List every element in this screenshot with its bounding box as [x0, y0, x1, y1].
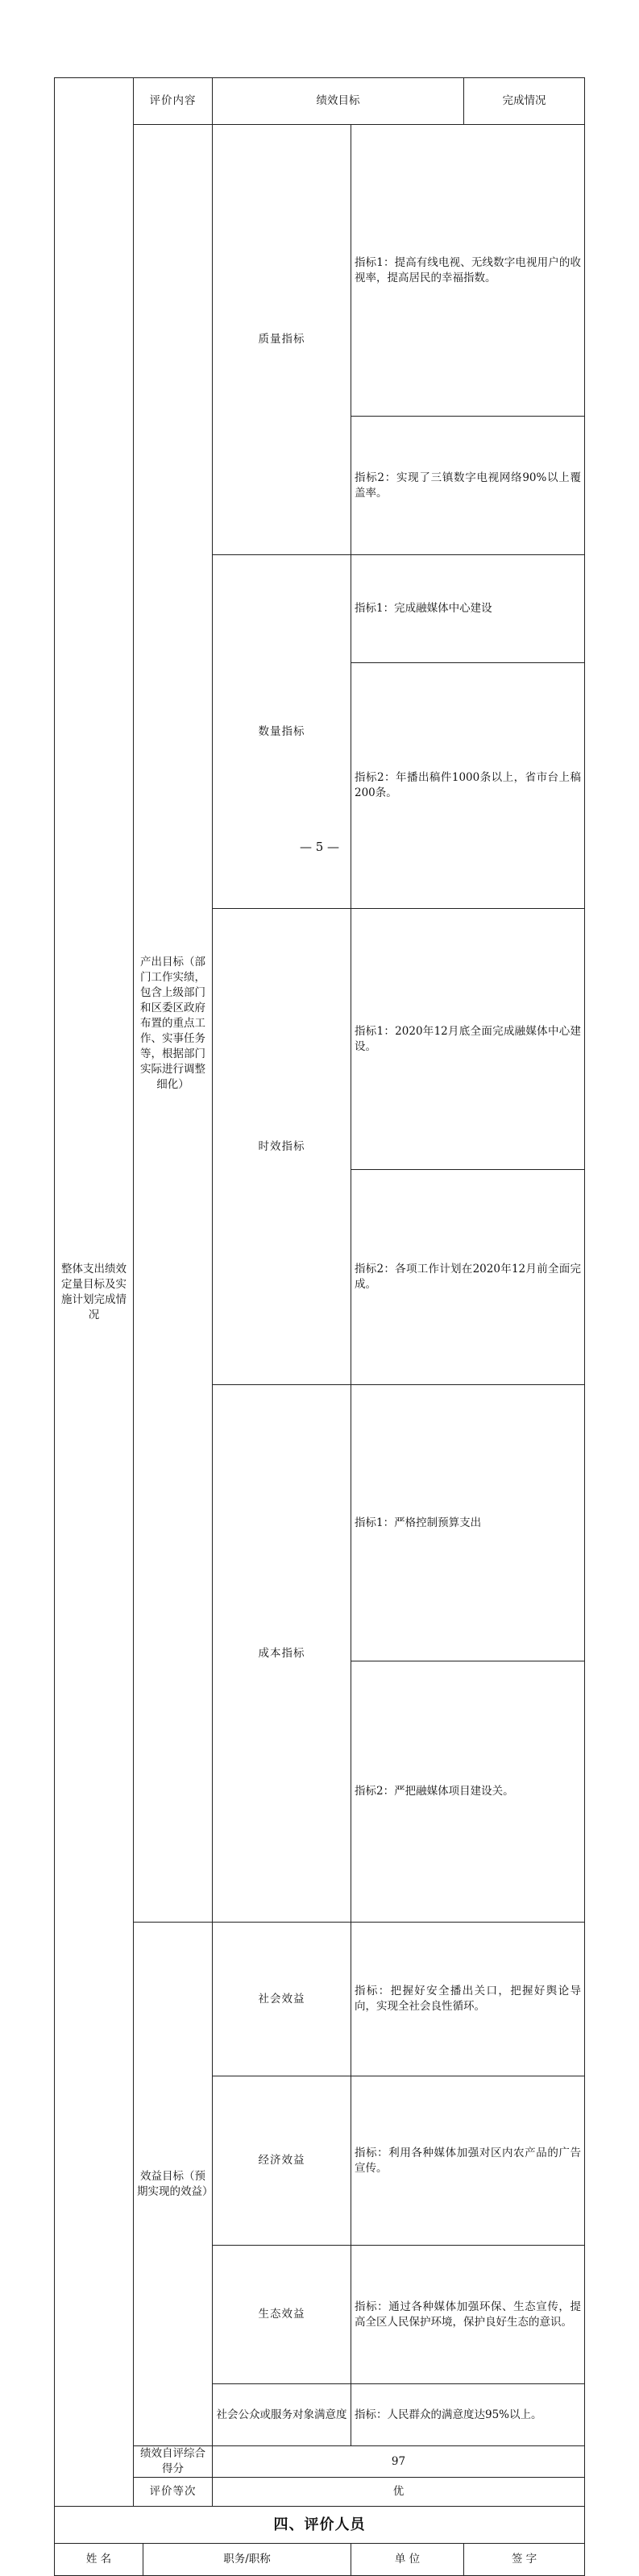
section-title: 四、评价人员 [55, 2507, 585, 2544]
section-title-row [55, 2507, 585, 2544]
grade-value: 优 [213, 2478, 585, 2507]
evaluator-name-header: 姓 名 [55, 2544, 143, 2576]
target-cell: 指标：通过各种媒体加强环保、生态宣传，提高全区人民保护环境，保护良好生态的意识。 [351, 2246, 585, 2384]
target-cell: 指标：把握好安全播出关口，把握好舆论导向，实现全社会良性循环。 [351, 1923, 585, 2076]
score-row [55, 2446, 585, 2478]
grade-row [55, 2478, 585, 2507]
header-completion: 完成情况 [464, 78, 585, 125]
header-eval-content: 评价内容 [134, 78, 213, 125]
indicator-quality: 质量指标 [213, 125, 351, 555]
target-cell: 指标2：各项工作计划在2020年12月前全面完成。 [351, 1170, 585, 1385]
indicator-quantity: 数量指标 [213, 555, 351, 909]
benefit-goal-label: 效益目标（预期实现的效益） [134, 1923, 213, 2446]
output-goal-label: 产出目标（部门工作实绩，包含上级部门和区委区政府布置的重点工作、实事任务等，根据部门实际进行调整细化） [134, 125, 213, 1923]
page-number: — 5 — [299, 840, 340, 854]
indicator-timeliness: 时效指标 [213, 909, 351, 1385]
table-row [55, 1923, 585, 2076]
table-header-row [55, 78, 585, 125]
target-cell: 指标2：年播出稿件1000条以上，省市台上稿200条。 [351, 663, 585, 909]
score-value: 97 [213, 2446, 585, 2478]
grade-label: 评价等次 [134, 2478, 213, 2507]
evaluator-signature-header: 签 字 [464, 2544, 585, 2576]
score-label: 绩效自评综合得分 [134, 2446, 213, 2478]
target-cell: 指标1：提高有线电视、无线数字电视用户的收视率，提高居民的幸福指数。 [351, 125, 585, 417]
target-cell: 指标1：完成融媒体中心建设 [351, 555, 585, 663]
performance-evaluation-table [54, 77, 585, 2576]
evaluators-header-row [55, 2544, 585, 2576]
target-cell: 指标：人民群众的满意度达95%以上。 [351, 2384, 585, 2446]
header-performance-target: 绩效目标 [213, 78, 464, 125]
indicator-cost: 成本指标 [213, 1385, 351, 1923]
indicator-social: 社会效益 [213, 1923, 351, 2076]
evaluator-position-header: 职务/职称 [143, 2544, 351, 2576]
evaluator-unit-header: 单 位 [351, 2544, 464, 2576]
indicator-economic: 经济效益 [213, 2076, 351, 2246]
overall-label-cell: 整体支出绩效定量目标及实施计划完成情况 [55, 78, 134, 2507]
target-cell: 指标：利用各种媒体加强对区内农产品的广告宣传。 [351, 2076, 585, 2246]
target-cell: 指标2：严把融媒体项目建设关。 [351, 1661, 585, 1923]
indicator-ecological: 生态效益 [213, 2246, 351, 2384]
target-cell: 指标2：实现了三镇数字电视网络90%以上覆盖率。 [351, 417, 585, 555]
target-cell: 指标1：严格控制预算支出 [351, 1385, 585, 1661]
target-cell: 指标1：2020年12月底全面完成融媒体中心建设。 [351, 909, 585, 1170]
table-row [55, 125, 585, 417]
indicator-satisfaction: 社会公众或服务对象满意度 [213, 2384, 351, 2446]
